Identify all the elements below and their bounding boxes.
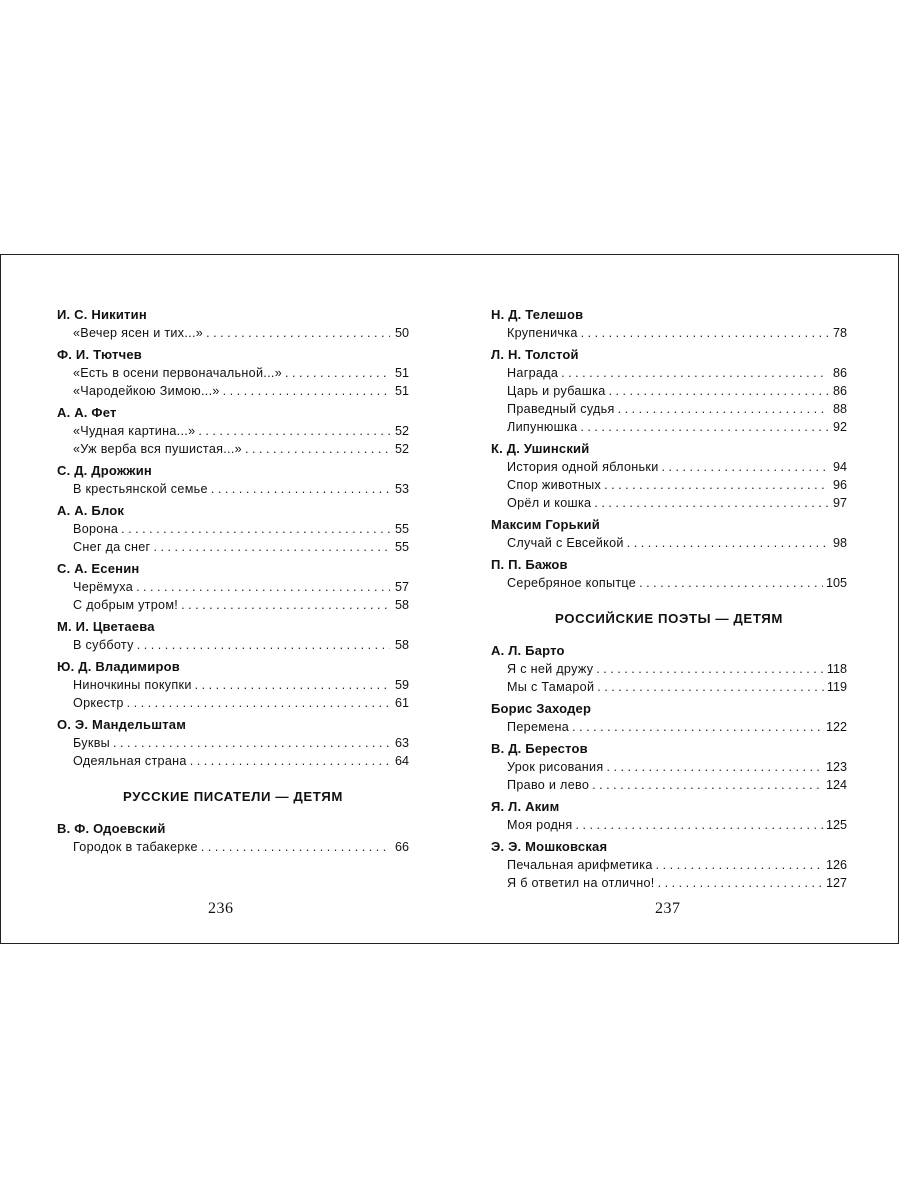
toc-entry-title: Печальная арифметика — [507, 858, 653, 872]
dot-leader — [181, 596, 390, 614]
toc-entry-title: В субботу — [73, 638, 134, 652]
toc-entry-page: 119 — [826, 680, 847, 694]
dot-leader — [153, 538, 390, 556]
toc-entry-page: 51 — [394, 366, 409, 380]
toc-author-heading: С. А. Есенин — [57, 561, 140, 576]
toc-section-heading: РУССКИЕ ПИСАТЕЛИ — ДЕТЯМ — [123, 789, 343, 804]
toc-author-heading: Л. Н. Толстой — [491, 347, 579, 362]
dot-leader — [580, 418, 828, 436]
toc-author-heading: Э. Э. Мошковская — [491, 839, 608, 854]
toc-entry-title: «Уж верба вся пушистая...» — [73, 442, 242, 456]
toc-entry-page: 122 — [825, 720, 847, 734]
toc-entry-page: 92 — [832, 420, 847, 434]
toc-author-heading: Борис Заходер — [491, 701, 592, 716]
toc-entry-page: 86 — [832, 366, 847, 380]
toc-entry-page: 53 — [394, 482, 409, 496]
toc-entry-title: Спор животных — [507, 478, 602, 492]
toc-entry — [57, 520, 409, 538]
toc-entry — [57, 596, 409, 614]
toc-entry — [57, 324, 409, 342]
page-number-right: 237 — [655, 900, 681, 917]
toc-entry-page: 125 — [825, 818, 847, 832]
toc-entry — [491, 458, 847, 476]
toc-entry-title: Одеяльная страна — [73, 754, 187, 768]
toc-entry-page: 61 — [394, 696, 409, 710]
toc-entry-title: Я с ней дружу — [507, 662, 594, 676]
toc-entry-title: «Вечер ясен и тих...» — [73, 326, 204, 340]
toc-entry-page: 64 — [394, 754, 409, 768]
dot-leader — [609, 382, 828, 400]
dot-leader — [137, 636, 390, 654]
toc-page-right — [491, 305, 847, 892]
toc-entry — [491, 816, 847, 834]
toc-entry — [57, 440, 409, 458]
toc-author-heading: А. Л. Барто — [491, 643, 565, 658]
toc-author-heading: П. П. Бажов — [491, 557, 568, 572]
toc-entry — [491, 678, 847, 696]
dot-leader — [223, 382, 390, 400]
toc-entry-title: Ниночкины покупки — [73, 678, 192, 692]
toc-author-heading: М. И. Цветаева — [57, 619, 155, 634]
toc-entry-title: «Чудная картина...» — [73, 424, 196, 438]
toc-page-left — [57, 305, 409, 856]
toc-entry — [57, 364, 409, 382]
toc-entry-title: «Чародейкою Зимою...» — [73, 384, 220, 398]
dot-leader — [561, 364, 828, 382]
dot-leader — [618, 400, 828, 418]
toc-entry-page: 78 — [832, 326, 847, 340]
dot-leader — [658, 874, 823, 892]
toc-entry-title: Серебряное копытце — [507, 576, 637, 590]
dot-leader — [198, 422, 390, 440]
toc-author-heading: Я. Л. Аким — [491, 799, 560, 814]
toc-entry-title: С добрым утром! — [73, 598, 179, 612]
toc-entry-title: Перемена — [507, 720, 570, 734]
toc-entry-title: Городок в табакерке — [73, 840, 198, 854]
toc-entry-page: 126 — [825, 858, 847, 872]
toc-entry-title: Липунюшка — [507, 420, 578, 434]
toc-entry-title: История одной яблоньки — [507, 460, 659, 474]
toc-entry — [57, 578, 409, 596]
toc-entry — [491, 534, 847, 552]
dot-leader — [121, 520, 390, 538]
toc-entry-title: Мы с Тамарой — [507, 680, 595, 694]
toc-entry-page: 94 — [832, 460, 847, 474]
toc-entry-page: 66 — [394, 840, 409, 854]
toc-entry-page: 58 — [394, 638, 409, 652]
toc-entry-page: 52 — [394, 442, 409, 456]
toc-author-heading: О. Э. Мандельштам — [57, 717, 187, 732]
toc-entry — [57, 480, 409, 498]
toc-entry-page: 63 — [394, 736, 409, 750]
dot-leader — [597, 678, 824, 696]
dot-leader — [245, 440, 390, 458]
toc-author-heading: Ф. И. Тютчев — [57, 347, 142, 362]
dot-leader — [607, 758, 823, 776]
toc-entry-title: Я б ответил на отлично! — [507, 876, 655, 890]
dot-leader — [576, 816, 823, 834]
dot-leader — [581, 324, 828, 342]
dot-leader — [572, 718, 823, 736]
toc-entry — [57, 752, 409, 770]
dot-leader — [656, 856, 823, 874]
toc-author-heading: В. Д. Берестов — [491, 741, 588, 756]
toc-entry-title: Право и лево — [507, 778, 590, 792]
toc-entry — [57, 676, 409, 694]
toc-entry-title: Царь и рубашка — [507, 384, 606, 398]
toc-entry — [491, 364, 847, 382]
toc-entry-page: 55 — [394, 540, 409, 554]
toc-entry — [491, 324, 847, 342]
toc-entry — [491, 874, 847, 892]
toc-entry-page: 57 — [394, 580, 409, 594]
dot-leader — [206, 324, 390, 342]
toc-entry-title: В крестьянской семье — [73, 482, 208, 496]
toc-entry — [491, 476, 847, 494]
toc-author-heading: Н. Д. Телешов — [491, 307, 584, 322]
dot-leader — [639, 574, 823, 592]
dot-leader — [127, 694, 390, 712]
dot-leader — [285, 364, 390, 382]
toc-author-heading: Максим Горький — [491, 517, 600, 532]
toc-entry — [491, 856, 847, 874]
toc-author-heading: В. Ф. Одоевский — [57, 821, 166, 836]
dot-leader — [201, 838, 390, 856]
toc-entry — [491, 494, 847, 512]
toc-entry-title: Буквы — [73, 736, 111, 750]
toc-entry-page: 96 — [832, 478, 847, 492]
toc-entry-title: Крупеничка — [507, 326, 578, 340]
toc-entry-page: 123 — [825, 760, 847, 774]
toc-entry-title: «Есть в осени первоначальной...» — [73, 366, 283, 380]
toc-entry-title: Урок рисования — [507, 760, 604, 774]
toc-entry — [491, 660, 847, 678]
dot-leader — [594, 494, 828, 512]
toc-entry-page: 97 — [832, 496, 847, 510]
dot-leader — [627, 534, 828, 552]
toc-author-heading: Ю. Д. Владимиров — [57, 659, 180, 674]
toc-entry-page: 88 — [832, 402, 847, 416]
dot-leader — [136, 578, 390, 596]
toc-author-heading: А. А. Фет — [57, 405, 117, 420]
dot-leader — [596, 660, 824, 678]
toc-entry-title: Оркестр — [73, 696, 124, 710]
toc-entry-page: 50 — [394, 326, 409, 340]
toc-entry — [57, 838, 409, 856]
toc-entry-page: 105 — [825, 576, 847, 590]
toc-entry — [57, 636, 409, 654]
toc-entry — [491, 776, 847, 794]
toc-entry-page: 124 — [825, 778, 847, 792]
toc-entry — [57, 422, 409, 440]
dot-leader — [604, 476, 828, 494]
toc-entry — [491, 758, 847, 776]
toc-author-heading: И. С. Никитин — [57, 307, 147, 322]
toc-entry-title: Черёмуха — [73, 580, 134, 594]
toc-entry-page: 98 — [832, 536, 847, 550]
toc-entry-page: 86 — [832, 384, 847, 398]
dot-leader — [592, 776, 823, 794]
toc-entry-title: Орёл и кошка — [507, 496, 592, 510]
toc-entry-page: 58 — [394, 598, 409, 612]
toc-entry-page: 127 — [825, 876, 847, 890]
toc-entry-page: 55 — [394, 522, 409, 536]
dot-leader — [211, 480, 390, 498]
dot-leader — [662, 458, 828, 476]
toc-entry-title: Моя родня — [507, 818, 573, 832]
toc-entry-page: 51 — [394, 384, 409, 398]
toc-entry-title: Случай с Евсейкой — [507, 536, 624, 550]
dot-leader — [190, 752, 390, 770]
toc-entry — [491, 400, 847, 418]
toc-author-heading: К. Д. Ушинский — [491, 441, 590, 456]
toc-author-heading: С. Д. Дрожжин — [57, 463, 152, 478]
toc-author-heading: А. А. Блок — [57, 503, 125, 518]
toc-section-heading: РОССИЙСКИЕ ПОЭТЫ — ДЕТЯМ — [555, 611, 783, 626]
toc-entry-page: 118 — [826, 662, 847, 676]
toc-entry-title: Снег да снег — [73, 540, 151, 554]
toc-entry-page: 59 — [394, 678, 409, 692]
toc-entry-page: 52 — [394, 424, 409, 438]
toc-entry — [57, 694, 409, 712]
toc-entry — [491, 382, 847, 400]
toc-entry-title: Награда — [507, 366, 559, 380]
dot-leader — [195, 676, 390, 694]
toc-entry — [57, 538, 409, 556]
book-spread — [0, 254, 899, 944]
toc-entry — [491, 418, 847, 436]
toc-entry — [491, 718, 847, 736]
page-number-left: 236 — [208, 900, 234, 917]
toc-entry — [57, 382, 409, 400]
toc-entry-title: Праведный судья — [507, 402, 615, 416]
toc-entry — [491, 574, 847, 592]
dot-leader — [113, 734, 390, 752]
toc-entry — [57, 734, 409, 752]
toc-entry-title: Ворона — [73, 522, 119, 536]
